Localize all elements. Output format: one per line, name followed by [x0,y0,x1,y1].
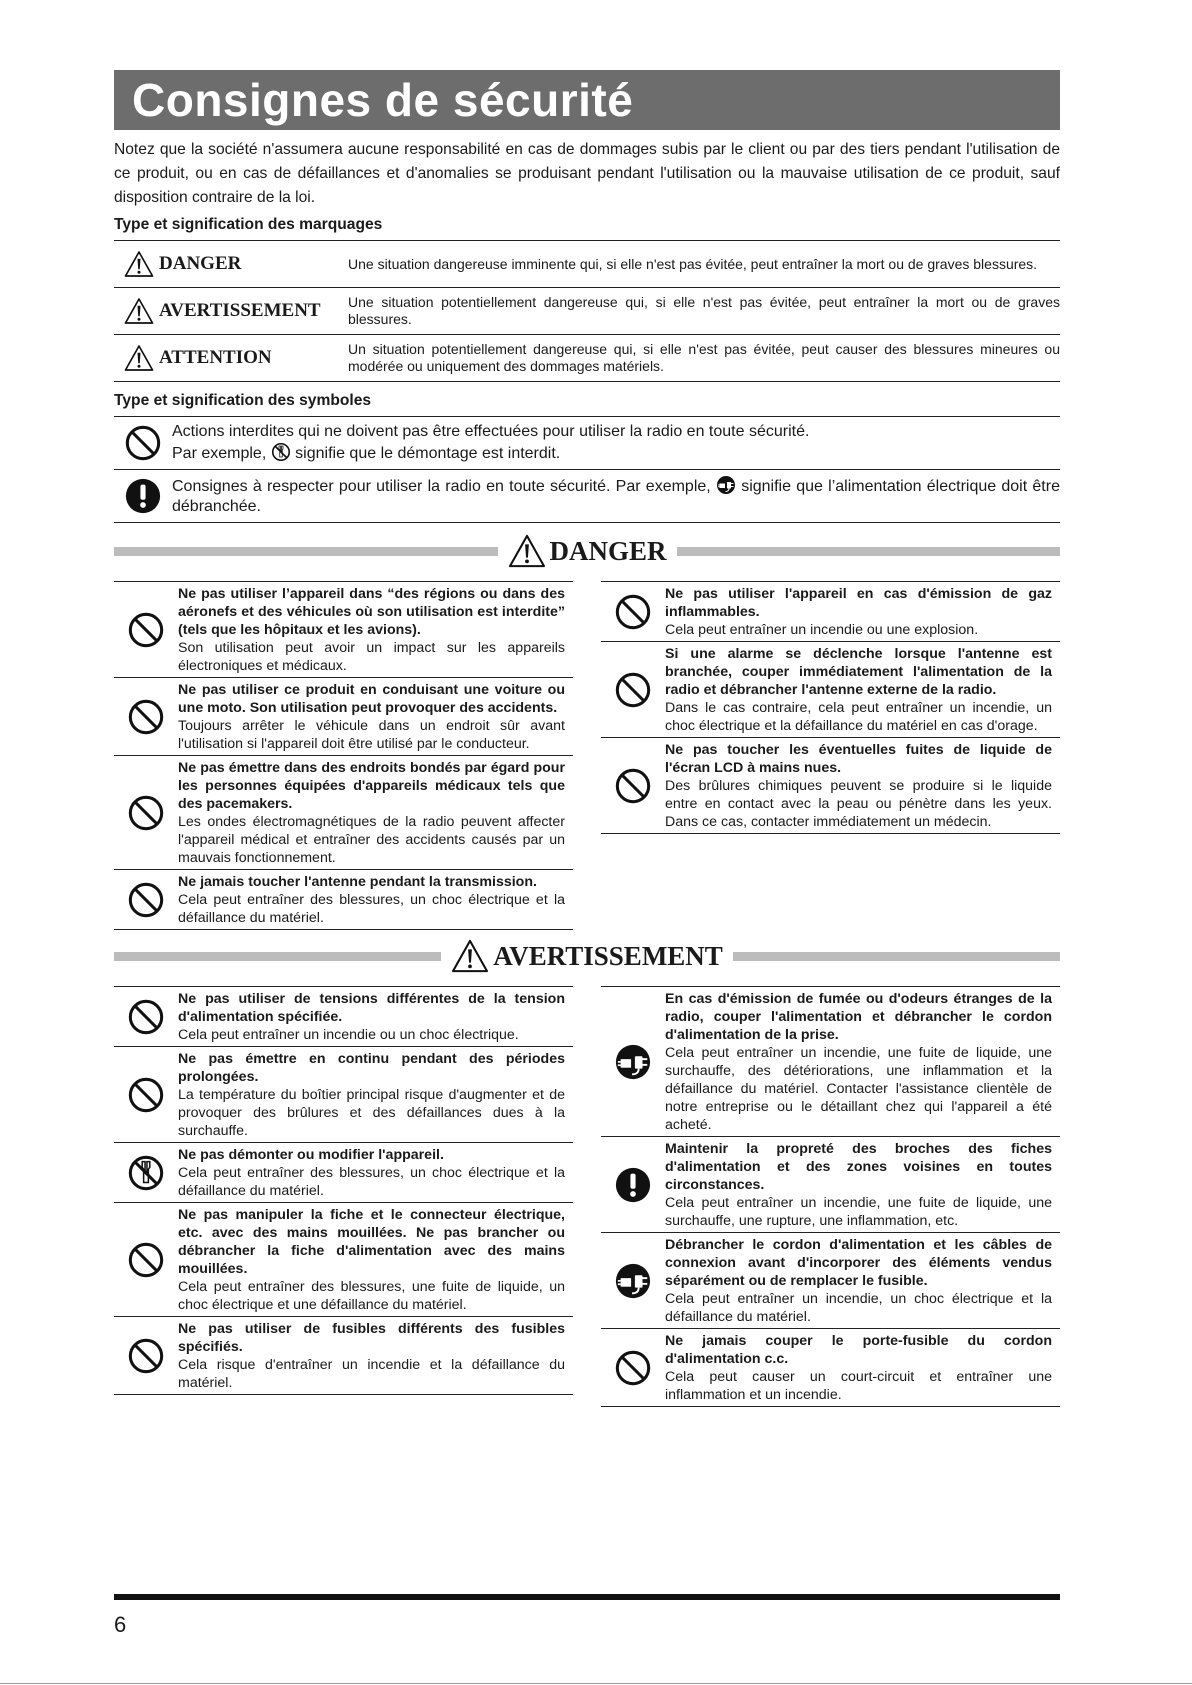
item-instruction: Ne pas utiliser de tensions différentes de la tension d'alimentation spécifiée. [178,991,565,1025]
prohibited-icon [127,611,165,649]
prohibited-icon [124,424,162,462]
warning-banner [114,936,1060,976]
mandatory-icon [614,1166,652,1204]
no-disassembly-icon [127,1154,165,1192]
prohibited-icon [614,1349,652,1387]
markings-heading: Type et signification des marquages [114,216,383,233]
item-explanation: Cela peut entraîner des blessures, un choc électrique et la défaillance du matériel. [178,1165,565,1199]
danger-columns [114,581,1060,930]
prohibited-icon [127,794,165,832]
warning-right-column [601,986,1060,1407]
item-explanation: Les ondes électromagnétiques de la radio peuvent affecter l'appareil médical et entraîner des accidents causés par un mauvais fonctionnement. [178,814,565,866]
warning-columns [114,986,1060,1407]
marking-description: Un situation potentiellement dangereuse qui, si elle n'est pas évitée, peut causer des blessures mineures ou modérée ou uniquement des dommages matériels. [348,335,1060,382]
safety-item [601,1232,1060,1328]
item-instruction: Ne pas manipuler la fiche et le connecteur électrique, etc. avec des mains mouillées. Ne pas brancher ou débrancher la fiche d'alimentation avec des mains mouillées. [178,1207,565,1277]
item-explanation: Cela peut entraîner des blessures, une fuite de liquide, un choc électrique et une défaillance du matériel. [178,1279,565,1313]
page-title: Consignes de sécurité [132,74,634,126]
prohibited-icon [614,593,652,631]
warning-triangle-icon [124,250,154,278]
safety-item [114,581,573,677]
safety-item [601,641,1060,737]
warning-triangle-icon [451,939,489,973]
item-explanation: Cela risque d'entraîner un incendie et la défaillance du matériel. [178,1357,565,1391]
item-explanation: Cela peut entraîner un incendie ou un choc électrique. [178,1027,519,1043]
footer-rule [114,1594,1060,1600]
item-explanation: Dans le cas contraire, cela peut entraîner un incendie, un choc électrique et la défaillance du matériel en cas d'orage. [665,700,1052,734]
safety-item [114,1202,573,1316]
item-instruction: Ne jamais toucher l'antenne pendant la transmission. [178,874,537,890]
intro-paragraph: Notez que la société n'assumera aucune responsabilité en cas de dommages subis par le client ou par des tiers pendant l'utilisation de ce produit, ou en cas de défaillances et d'anomalies se produisant pendant l'utilisation ou la mauvaise utilisation de ce produit, sauf disposition contraire de la loi. [114,141,1060,206]
item-instruction: Ne pas démonter ou modifier l'appareil. [178,1147,444,1163]
safety-item [601,1136,1060,1232]
marking-row-warning [114,288,1060,335]
no-disassembly-icon [271,442,291,462]
safety-item [114,1316,573,1395]
marking-label: AVERTISSEMENT [159,300,321,321]
item-explanation: Cela peut causer un court-circuit et entraîner une inflammation et un incendie. [665,1369,1052,1403]
item-instruction: Débrancher le cordon d'alimentation et les câbles de connexion avant d'incorporer des éléments vendus séparément ou de remplacer le fusible. [665,1237,1052,1289]
unplug-icon [614,1262,652,1300]
safety-item [114,677,573,755]
danger-banner [114,531,1060,571]
banner-label: DANGER [549,535,667,566]
item-instruction: Maintenir la propreté des broches des fiches d'alimentation et des zones voisines en toutes circonstances. [665,1141,1052,1193]
symbol-text: Consignes à respecter pour utiliser la radio en toute sécurité. Par exemple, [172,478,711,495]
page-edge-line [0,1683,1192,1684]
item-instruction: Ne pas utiliser l'appareil en cas d'émission de gaz inflammables. [665,586,1052,620]
safety-item [114,755,573,869]
item-explanation: Des brûlures chimiques peuvent se produire si le liquide entre en contact avec la peau ou pénètre dans les yeux. Dans ce cas, contacter immédiatement un médecin. [665,778,1052,830]
symbol-row-mandatory [114,469,1060,523]
safety-item [114,869,573,930]
prohibited-icon [127,998,165,1036]
prohibited-icon [127,1076,165,1114]
title-bar [114,70,1060,130]
prohibited-icon [614,767,652,805]
symbols-heading: Type et signification des symboles [114,392,372,409]
page-number: 6 [114,1612,127,1637]
item-instruction: Ne pas utiliser ce produit en conduisant une voiture ou une moto. Son utilisation peut provoquer des accidents. [178,682,565,716]
warning-triangle-icon [124,297,154,325]
item-instruction: Ne jamais couper le porte-fusible du cordon d'alimentation c.c. [665,1333,1052,1367]
prohibited-icon [127,698,165,736]
marking-description: Une situation potentiellement dangereuse qui, si elle n'est pas évitée, peut entraîner la mort ou de graves blessures. [348,288,1060,335]
item-explanation: Cela peut entraîner un incendie, un choc électrique et la défaillance du matériel. [665,1291,1052,1325]
item-explanation: Cela peut entraîner des blessures, un choc électrique et la défaillance du matériel. [178,892,565,926]
symbol-text: signifie que le démontage est interdit. [295,445,561,462]
prohibited-icon [127,1337,165,1375]
item-instruction: Ne pas émettre dans des endroits bondés par égard pour les personnes équipées d'appareils médicaux tels que des pacemakers. [178,760,565,812]
markings-table [114,240,1060,382]
item-instruction: Ne pas toucher les éventuelles fuites de liquide de l'écran LCD à mains nues. [665,742,1052,776]
safety-page [114,70,1060,1407]
item-explanation: La température du boîtier principal risque d'augmenter et de provoquer des brûlures et des défaillances dues à la surchauffe. [178,1087,565,1139]
warning-left-column [114,986,573,1407]
item-explanation: Son utilisation peut avoir un impact sur les appareils électroniques et médicaux. [178,640,565,674]
marking-row-caution [114,335,1060,382]
marking-label: ATTENTION [159,347,272,368]
banner-label: AVERTISSEMENT [493,940,723,971]
marking-description: Une situation dangereuse imminente qui, si elle n'est pas évitée, peut entraîner la mort ou de graves blessures. [348,241,1060,288]
item-instruction: En cas d'émission de fumée ou d'odeurs étranges de la radio, couper l'alimentation et débrancher le cordon d'alimentation de la prise. [665,991,1052,1043]
item-explanation: Toujours arrêter le véhicule dans un endroit sûr avant l'utilisation si l'appareil doit être utilisé par le conducteur. [178,718,565,752]
safety-item [601,1328,1060,1407]
unplug-icon [716,475,736,495]
symbol-text: Par exemple, [172,445,267,462]
item-explanation: Cela peut entraîner un incendie, une fuite de liquide, une surchauffe, une rupture, une inflammation, etc. [665,1195,1052,1229]
item-instruction: Ne pas utiliser l’appareil dans “des régions ou dans des aéronefs et des véhicules où son utilisation est interdite” (tels que les hôpitaux et les avions). [178,586,565,638]
symbol-row-prohibited [114,416,1060,469]
marking-row-danger [114,241,1060,288]
warning-triangle-icon [508,534,546,568]
danger-right-column [601,581,1060,930]
symbol-text: Actions interdites qui ne doivent pas être effectuées pour utiliser la radio en toute sécurité. [172,423,810,440]
safety-item [114,1142,573,1202]
danger-left-column [114,581,573,930]
prohibited-icon [127,881,165,919]
symbol-text: signifie que l’alimentation électrique doit être débranchée. [172,478,1060,515]
prohibited-icon [127,1241,165,1279]
mandatory-icon [124,477,162,515]
item-instruction: Ne pas utiliser de fusibles différents des fusibles spécifiés. [178,1321,565,1355]
item-explanation: Cela peut entraîner un incendie ou une explosion. [665,622,979,638]
item-instruction: Si une alarme se déclenche lorsque l'antenne est branchée, couper immédiatement l'alimentation de la radio et débrancher l'antenne externe de la radio. [665,646,1052,698]
safety-item [114,986,573,1046]
marking-label: DANGER [159,253,242,274]
safety-item [114,1046,573,1142]
unplug-icon [614,1043,652,1081]
prohibited-icon [614,671,652,709]
item-explanation: Cela peut entraîner un incendie, une fuite de liquide, une surchauffe, des détériorations, une inflammation et la défaillance du matériel. Contacter l'assistance clientèle de notre entreprise ou le détaillant chez qui l'appareil a été acheté. [665,1045,1052,1133]
item-instruction: Ne pas émettre en continu pendant des périodes prolongées. [178,1051,565,1085]
safety-item [601,581,1060,641]
safety-item [601,986,1060,1136]
safety-item [601,737,1060,834]
warning-triangle-icon [124,344,154,372]
